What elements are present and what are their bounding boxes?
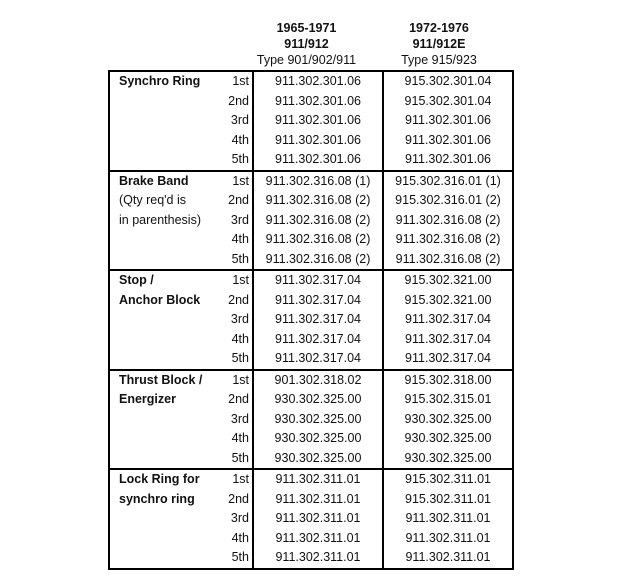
- part-number-1972-1976: 930.302.325.00: [404, 431, 492, 445]
- header-years: 1972-1976: [409, 21, 469, 35]
- part-number-1972-1976: 911.302.316.08 (2): [395, 232, 501, 246]
- part-number-1972-1976: 911.302.301.06: [383, 150, 513, 171]
- group-label: Anchor Block: [119, 292, 201, 307]
- part-number-1965-1971: 911.302.317.04: [253, 330, 383, 350]
- table-row: [109, 330, 513, 350]
- table-row: [109, 490, 513, 510]
- group-label: synchro ring: [119, 491, 195, 506]
- part-number-1972-1976: 915.302.311.01: [405, 472, 491, 486]
- part-number-1965-1971: 911.302.316.08 (1): [253, 171, 383, 192]
- group-label: [109, 310, 219, 330]
- gear-cell: 4th: [219, 330, 253, 350]
- part-number-1972-1976: 911.302.317.04: [405, 312, 491, 326]
- gear-cell: 2nd: [219, 490, 253, 510]
- table-row: [109, 230, 513, 250]
- table-row: [109, 410, 513, 430]
- column-header-1965-1971: [240, 20, 373, 68]
- part-number-1972-1976: 911.302.317.04: [405, 331, 491, 346]
- part-number-1972-1976: 911.302.301.06: [405, 113, 491, 127]
- gear-cell: 5th: [219, 449, 253, 470]
- part-number-1965-1971: 901.302.318.02: [253, 370, 383, 391]
- group-label: [109, 111, 219, 131]
- table-row: [109, 71, 513, 92]
- part-number-1965-1971: 930.302.325.00: [253, 410, 383, 430]
- part-number-1965-1971: 911.302.311.01: [253, 529, 383, 549]
- group-label: Lock Ring for: [119, 472, 200, 486]
- parts-table-body: [109, 71, 513, 569]
- header-models: 911/912E: [412, 37, 466, 51]
- gear-cell: 3rd: [219, 410, 253, 430]
- part-number-1965-1971: 911.302.301.06: [253, 92, 383, 112]
- part-number-1972-1976: 911.302.316.08 (2): [395, 212, 501, 227]
- table-row: [109, 349, 513, 370]
- gear-cell: 1st: [219, 469, 253, 490]
- group-label: Brake Band: [119, 173, 189, 188]
- part-number-1972-1976: 915.302.318.00: [404, 372, 492, 387]
- table-row: [109, 291, 513, 311]
- gear-cell: 3rd: [219, 211, 253, 231]
- group-label: Stop /: [119, 273, 154, 287]
- group-label: [109, 330, 219, 350]
- part-number-1965-1971: 911.302.317.04: [253, 310, 383, 330]
- table-row: [109, 370, 513, 391]
- part-number-1965-1971: 911.302.301.06: [253, 150, 383, 171]
- group-label: [109, 429, 219, 449]
- group-label: [109, 509, 219, 529]
- gear-cell: 4th: [219, 230, 253, 250]
- part-number-1965-1971: 911.302.311.01: [253, 490, 383, 510]
- part-number-1972-1976: 930.302.325.00: [404, 411, 492, 426]
- gear-cell: 4th: [219, 131, 253, 151]
- group-label: [109, 250, 219, 271]
- part-number-1972-1976: 915.302.321.00: [404, 273, 492, 287]
- part-number-1972-1976: 915.302.301.04: [404, 74, 492, 88]
- group-label: [109, 131, 219, 151]
- group-label: [109, 92, 219, 112]
- gear-cell: 2nd: [219, 191, 253, 211]
- part-number-1972-1976: 911.302.316.08 (2): [383, 250, 513, 271]
- part-number-1965-1971: 911.302.311.01: [253, 509, 383, 529]
- part-number-1972-1976: 915.302.311.01: [405, 491, 491, 506]
- part-number-1965-1971: 930.302.325.00: [253, 429, 383, 449]
- table-row: [109, 429, 513, 449]
- table-row: [109, 310, 513, 330]
- group-label: Energizer: [119, 392, 176, 406]
- part-number-1965-1971: 930.302.325.00: [253, 449, 383, 470]
- header-type: Type 901/902/911: [256, 53, 357, 67]
- table-row: [109, 509, 513, 529]
- part-number-1972-1976: 915.302.301.04: [404, 93, 492, 108]
- gear-cell: 4th: [219, 529, 253, 549]
- gear-cell: 3rd: [219, 310, 253, 330]
- gear-cell: 2nd: [219, 390, 253, 410]
- part-number-1972-1976: 915.302.321.00: [404, 292, 492, 307]
- part-number-1972-1976: 930.302.325.00: [383, 449, 513, 470]
- part-number-1965-1971: 911.302.316.08 (2): [253, 211, 383, 231]
- part-number-1965-1971: 911.302.316.08 (2): [253, 191, 383, 211]
- group-label: [109, 449, 219, 470]
- part-number-1965-1971: 911.302.317.04: [253, 291, 383, 311]
- part-number-1972-1976: 911.302.311.01: [405, 511, 491, 525]
- part-number-1965-1971: 911.302.317.04: [253, 349, 383, 370]
- group-label: [109, 410, 219, 430]
- table-row: [109, 548, 513, 569]
- group-label: [109, 529, 219, 549]
- table-row: [109, 111, 513, 131]
- part-number-1972-1976: 911.302.311.01: [405, 530, 491, 545]
- gear-cell: 3rd: [219, 509, 253, 529]
- group-label: Thrust Block /: [119, 372, 203, 387]
- part-number-1972-1976: 911.302.317.04: [383, 349, 513, 370]
- part-number-1965-1971: 911.302.301.06: [253, 131, 383, 151]
- gear-cell: 4th: [219, 429, 253, 449]
- group-label: Synchro Ring: [119, 74, 201, 88]
- group-label: [109, 349, 219, 370]
- parts-table: [108, 70, 514, 570]
- table-row: [109, 390, 513, 410]
- group-label: [109, 548, 219, 569]
- group-label: in parenthesis): [119, 212, 201, 227]
- gear-cell: 1st: [219, 171, 253, 192]
- table-row: [109, 150, 513, 171]
- table-row: [109, 171, 513, 192]
- group-label: [109, 150, 219, 171]
- part-number-1972-1976: 911.302.311.01: [383, 548, 513, 569]
- header-years: 1965-1971: [276, 21, 337, 35]
- part-number-1972-1976: 915.302.316.01 (1): [395, 173, 501, 188]
- column-header-1972-1976: [376, 20, 502, 68]
- gear-cell: 3rd: [219, 111, 253, 131]
- group-label: (Qty req'd is: [119, 193, 186, 207]
- gear-cell: 1st: [219, 71, 253, 92]
- table-row: [109, 270, 513, 291]
- part-number-1965-1971: 911.302.311.01: [253, 548, 383, 569]
- part-number-1965-1971: 930.302.325.00: [253, 390, 383, 410]
- gear-cell: 2nd: [219, 291, 253, 311]
- gear-cell: 1st: [219, 370, 253, 391]
- table-row: [109, 191, 513, 211]
- part-number-1965-1971: 911.302.316.08 (2): [253, 230, 383, 250]
- part-number-1965-1971: 911.302.301.06: [253, 111, 383, 131]
- gear-cell: 5th: [219, 349, 253, 370]
- part-number-1972-1976: 915.302.316.01 (2): [395, 193, 501, 207]
- part-number-1965-1971: 911.302.301.06: [253, 71, 383, 92]
- part-number-1965-1971: 911.302.316.08 (2): [253, 250, 383, 271]
- header-models: 911/912: [284, 37, 329, 51]
- table-row: [109, 92, 513, 112]
- table-row: [109, 469, 513, 490]
- gear-cell: 5th: [219, 548, 253, 569]
- gear-cell: 2nd: [219, 92, 253, 112]
- gear-cell: 5th: [219, 150, 253, 171]
- part-number-1972-1976: 911.302.301.06: [405, 132, 491, 147]
- part-number-1965-1971: 911.302.317.04: [253, 270, 383, 291]
- table-row: [109, 250, 513, 271]
- gear-cell: 1st: [219, 270, 253, 291]
- part-number-1972-1976: 915.302.315.01: [404, 392, 492, 406]
- table-row: [109, 529, 513, 549]
- table-row: [109, 131, 513, 151]
- header-type: Type 915/923: [401, 53, 477, 67]
- group-label: [109, 230, 219, 250]
- gear-cell: 5th: [219, 250, 253, 271]
- table-row: [109, 211, 513, 231]
- part-number-1965-1971: 911.302.311.01: [253, 469, 383, 490]
- table-row: [109, 449, 513, 470]
